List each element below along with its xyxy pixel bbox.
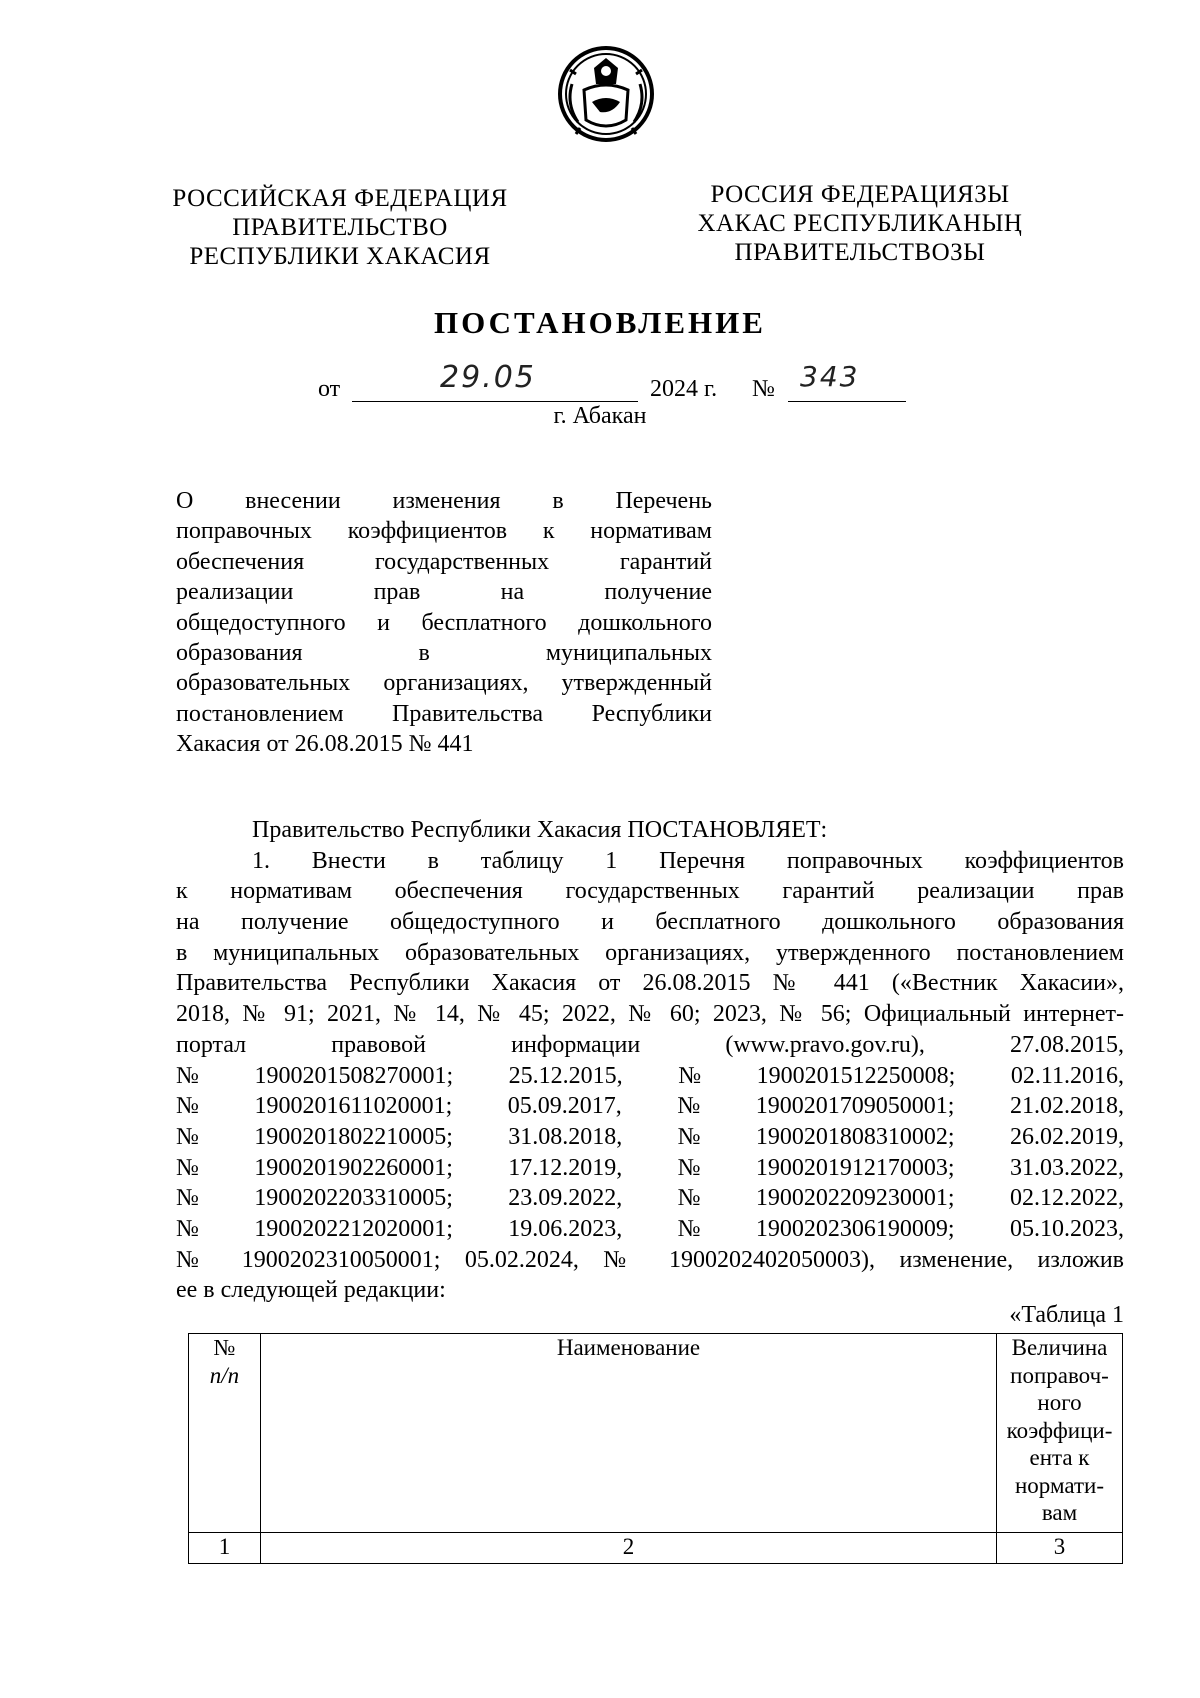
ref-cell: № xyxy=(677,1123,701,1150)
header-left-line: РОССИЙСКАЯ ФЕДЕРАЦИЯ xyxy=(172,185,508,212)
item1-line: портал правовой информации (www.pravo.gov.ru), 27.08.2015, xyxy=(176,1031,1124,1058)
handwritten-number: 343 xyxy=(800,360,860,393)
header-left-ru xyxy=(155,184,525,271)
item1-line: к нормативам обеспечения государственных гарантий реализации прав xyxy=(176,878,1124,905)
subject-line: обеспечения государственных гарантий xyxy=(176,548,712,575)
ref-cell: 1900202212020001; xyxy=(254,1215,453,1242)
header-text: вам xyxy=(1041,1500,1078,1525)
body-text xyxy=(176,815,1124,1306)
ref-cell: 17.12.2019, xyxy=(508,1154,623,1181)
document-title: ПОСТАНОВЛЕНИЕ xyxy=(434,305,766,340)
ref-cell: № xyxy=(176,1185,199,1212)
index-cell: 1 xyxy=(189,1533,261,1564)
ref-cell: 23.09.2022, xyxy=(508,1185,623,1212)
header-text: коэффици- xyxy=(1006,1417,1113,1443)
reference-row xyxy=(176,1153,1124,1184)
ref-cell: № xyxy=(677,1215,701,1242)
ref-cell: 19.06.2023, xyxy=(508,1215,623,1242)
item1-line: на получение общедоступного и бесплатного дошкольного образования xyxy=(176,909,1124,936)
coat-of-arms-emblem xyxy=(556,44,656,144)
header-text: нормати- xyxy=(1015,1472,1104,1498)
header-text: поправоч- xyxy=(1010,1362,1109,1388)
coefficients-table xyxy=(188,1333,1123,1564)
header-text: № xyxy=(213,1335,236,1360)
header-cell-number xyxy=(189,1334,261,1533)
header-right-line: РОССИЯ ФЕДЕРАЦИЯЗЫ xyxy=(710,181,1010,208)
ref-cell: 1900201902260001; xyxy=(254,1154,453,1181)
ref-cell: № xyxy=(176,1215,199,1242)
header-left-line: РЕСПУБЛИКИ ХАКАСИЯ xyxy=(189,243,491,270)
ref-cell: № xyxy=(176,1123,199,1150)
subject-line: О внесении изменения в Перечень xyxy=(176,488,712,514)
ref-cell: 31.08.2018, xyxy=(508,1123,623,1150)
subject-block xyxy=(176,486,712,760)
item1-line: Правительства Республики Хакасия от 26.08.2015 № 441 («Вестник Хакасии», xyxy=(176,970,1124,997)
date-number-line xyxy=(0,360,1200,406)
subject-line: постановлением Правительства Республики xyxy=(176,700,712,727)
decree-line: Правительство Республики Хакасия ПОСТАНОВЛЯЕТ: xyxy=(252,817,828,843)
handwritten-date: 29.05 xyxy=(440,360,536,395)
ref-cell: № xyxy=(677,1185,701,1212)
ref-cell: 1900202209230001; xyxy=(755,1185,955,1212)
header-cell-name xyxy=(261,1334,997,1533)
header-left-line: ПРАВИТЕЛЬСТВО xyxy=(232,214,448,241)
ref-cell: 02.11.2016, xyxy=(1010,1062,1124,1089)
header-right-line: ПРАВИТЕЛЬСТВОЗЫ xyxy=(734,239,986,266)
reference-row xyxy=(176,1122,1124,1153)
ref-cell: 02.12.2022, xyxy=(1009,1185,1124,1212)
item1-line: в муниципальных образовательных организациях, утвержденного постановлением xyxy=(176,939,1124,966)
city: г. Абакан xyxy=(553,403,647,429)
ref-cell: № xyxy=(677,1154,701,1181)
date-prefix: от xyxy=(318,376,341,402)
ref-cell: 1900201508270001; xyxy=(254,1062,454,1089)
ref-cell: 1900202203310005; xyxy=(254,1185,453,1212)
table-caption: «Таблица 1 xyxy=(1009,1302,1124,1328)
ref-cell: 21.02.2018, xyxy=(1010,1093,1124,1120)
header-right-line: ХАКАС РЕСПУБЛИКАНЫҢ xyxy=(697,210,1023,237)
ref-cell: 1900201512250008; xyxy=(756,1062,956,1089)
item1-line: 2018, № 91; 2021, № 14, № 45; 2022, № 60; 2023, № 56; Официальный интернет- xyxy=(176,1001,1124,1028)
subject-line: образовательных организациях, утвержденный xyxy=(176,670,712,697)
ref-cell: № xyxy=(678,1062,702,1089)
item1-line: 1. Внести в таблицу 1 Перечня поправочных коэффициентов xyxy=(252,847,1124,874)
ref-cell: 1900201808310002; xyxy=(755,1123,955,1150)
table-header-row xyxy=(189,1334,1123,1533)
ref-cell: № xyxy=(176,1093,199,1120)
ref-cell: 1900201611020001; xyxy=(254,1093,453,1120)
header-text: ента к xyxy=(1029,1445,1090,1470)
date-underline xyxy=(352,401,638,402)
header-right-khakas xyxy=(680,180,1040,267)
subject-line: реализации прав на получение xyxy=(176,579,712,606)
ref-cell: 1900201802210005; xyxy=(254,1123,453,1150)
header-text: ного xyxy=(1037,1390,1082,1415)
subject-line: образования в муниципальных xyxy=(176,639,712,666)
ref-cell: № xyxy=(677,1093,701,1120)
reference-row xyxy=(176,1061,1124,1092)
ref-cell: № xyxy=(176,1154,199,1181)
ref-cell: 1900201709050001; xyxy=(755,1093,955,1120)
subject-line: Хакасия от 26.08.2015 № 441 xyxy=(176,731,474,758)
ref-cell: 31.03.2022, xyxy=(1009,1154,1124,1181)
header-text: Наименование xyxy=(556,1335,701,1360)
index-cell: 2 xyxy=(261,1533,997,1564)
number-underline xyxy=(788,401,906,402)
reference-row xyxy=(176,1183,1124,1214)
ref-cell: 05.10.2023, xyxy=(1009,1215,1124,1242)
ref-cell: 1900201912170003; xyxy=(755,1154,955,1181)
ref-cell: 26.02.2019, xyxy=(1009,1123,1124,1150)
table-index-row xyxy=(189,1533,1123,1564)
ref-cell: 1900202306190009; xyxy=(755,1215,955,1242)
tail-line: № 1900202310050001; 05.02.2024, № 1900202402050003), изменение, изложив xyxy=(176,1246,1124,1273)
reference-row xyxy=(176,1214,1124,1245)
ref-cell: 05.09.2017, xyxy=(507,1093,622,1120)
subject-line: поправочных коэффициентов к нормативам xyxy=(176,518,712,545)
date-year: 2024 г. xyxy=(650,376,718,402)
reference-row xyxy=(176,1091,1124,1122)
header-cell-coefficient xyxy=(997,1334,1123,1533)
ref-cell: 25.12.2015, xyxy=(508,1062,623,1089)
header-text: п/п xyxy=(209,1362,240,1388)
number-sign: № xyxy=(752,376,775,402)
ref-cell: № xyxy=(176,1062,199,1089)
subject-line: общедоступного и бесплатного дошкольного xyxy=(176,609,712,636)
header-text: Величина xyxy=(1011,1335,1108,1360)
tail-line: ее в следующей редакции: xyxy=(176,1277,446,1304)
index-cell: 3 xyxy=(997,1533,1123,1564)
